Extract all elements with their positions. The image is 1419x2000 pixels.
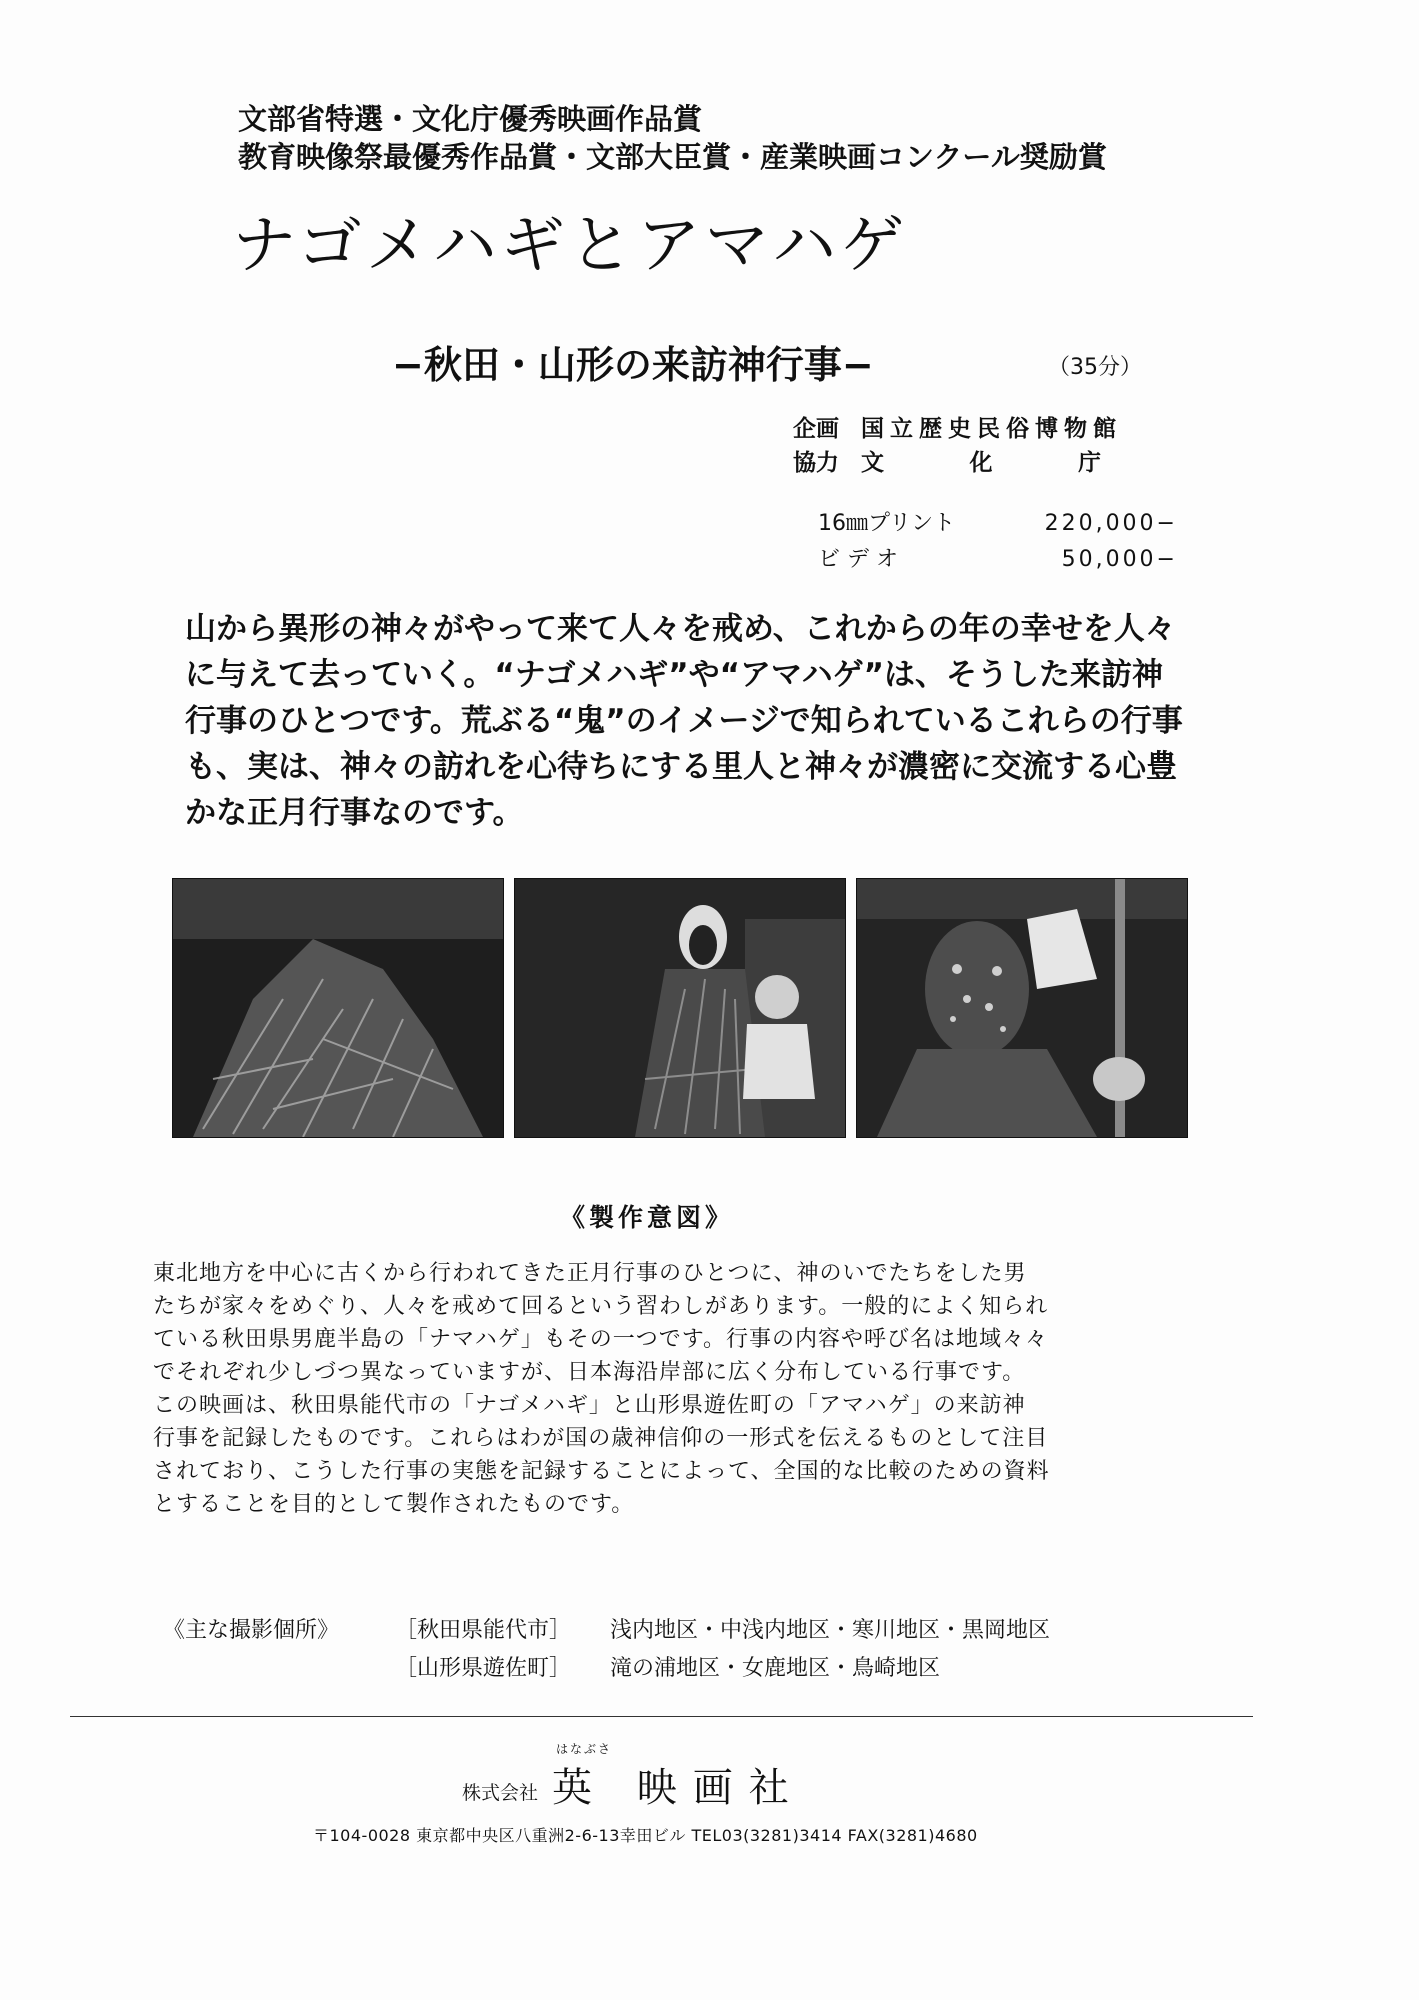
awards: [238, 100, 1107, 176]
film-title: ナゴメハギとアマハゲ: [232, 209, 909, 283]
body-line: 東北地方を中心に古くから行われてきた正月行事のひとつに、神のいでたちをした男: [153, 1261, 1027, 1286]
award-line-1: 文部省特選・文化庁優秀映画作品賞: [238, 102, 703, 136]
film-duration: （35分）: [1048, 355, 1142, 380]
price-value: 220,000−: [1044, 511, 1178, 536]
credits: [793, 412, 1122, 480]
body-line: されており、こうした行事の実態を記録することによって、全国的な比較のための資料: [153, 1459, 1050, 1484]
price-list: [818, 506, 1178, 578]
company-ruby: はなぶさ: [556, 1742, 613, 1756]
film-subtitle: −秋田・山形の来訪神行事−: [392, 343, 874, 387]
body-line: この映画は、秋田県能代市の「ナゴメハギ」と山形県遊佐町の「アマハゲ」の来訪神: [153, 1393, 1026, 1418]
price-row: [818, 542, 1178, 578]
production-intent-text: [153, 1257, 1193, 1521]
locations-label: 《主な撮影個所》: [163, 1618, 340, 1643]
photo-masked-face-staff: [856, 878, 1188, 1138]
credit-planning: [793, 412, 1122, 446]
price-value: 50,000−: [1061, 547, 1178, 572]
location-prefecture: ［秋田県能代市］: [395, 1618, 572, 1643]
body-line: たちが家々をめぐり、人々を戒めて回るという習わしがあります。一般的によく知られ: [153, 1294, 1049, 1319]
price-row: [818, 506, 1178, 542]
location-areas: 滝の浦地区・女鹿地区・鳥崎地区: [610, 1656, 941, 1681]
company-prefix: 株式会社: [462, 1782, 539, 1804]
body-line: とすることを目的として製作されたものです。: [153, 1492, 635, 1517]
award-line-2: 教育映像祭最優秀作品賞・文部大臣賞・産業映画コンクール奨励賞: [238, 140, 1107, 174]
credit-value: 文 化 庁: [861, 450, 1101, 476]
divider: [70, 1716, 1253, 1717]
price-label: ビ デ オ: [818, 547, 898, 572]
credit-label: 協力: [793, 450, 839, 476]
company-title: 英 映画社: [552, 1765, 805, 1811]
credit-cooperation: [793, 446, 1122, 480]
credit-label: 企画: [793, 416, 839, 442]
location-row: [163, 1650, 1050, 1688]
price-label: 16㎜プリント: [818, 511, 956, 536]
lead-paragraph: 山から異形の神々がやって来て人々を戒め、これからの年の幸せを人々に与えて去っていく。“ナゴメハギ”や“アマハゲ”は、そうした来訪神行事のひとつです。荒ぶる“鬼”のイメージで知られているこれらの行事も、実は、神々の訪れを心待ちにする里人と神々が濃密に交流する心豊かな正月行事なのです。: [185, 611, 1183, 831]
filming-locations: [163, 1612, 1050, 1688]
section-title: 《製作意図》: [560, 1203, 735, 1232]
photo-masked-visitor-child: [514, 878, 846, 1138]
location-areas: 浅内地区・中浅内地区・寒川地区・黒岡地区: [610, 1618, 1051, 1643]
company-address: 〒104-0028 東京都中央区八重洲2-6-13幸田ビル TEL03(3281)3414 FAX(3281)4680: [313, 1826, 978, 1845]
body-line: でそれぞれ少しづつ異なっていますが、日本海沿岸部に広く分布している行事です。: [153, 1360, 1026, 1385]
location-row: [163, 1612, 1050, 1650]
photo-straw-costume: [172, 878, 504, 1138]
body-line: ている秋田県男鹿半島の「ナマハゲ」もその一つです。行事の内容や呼び名は地域々々: [153, 1327, 1049, 1352]
credit-value: 国立歴史民俗博物館: [861, 416, 1122, 442]
company-name: [462, 1742, 805, 1813]
location-prefecture: ［山形県遊佐町］: [395, 1656, 572, 1681]
body-line: 行事を記録したものです。これらはわが国の歳神信仰の一形式を伝えるものとして注目: [153, 1426, 1049, 1451]
